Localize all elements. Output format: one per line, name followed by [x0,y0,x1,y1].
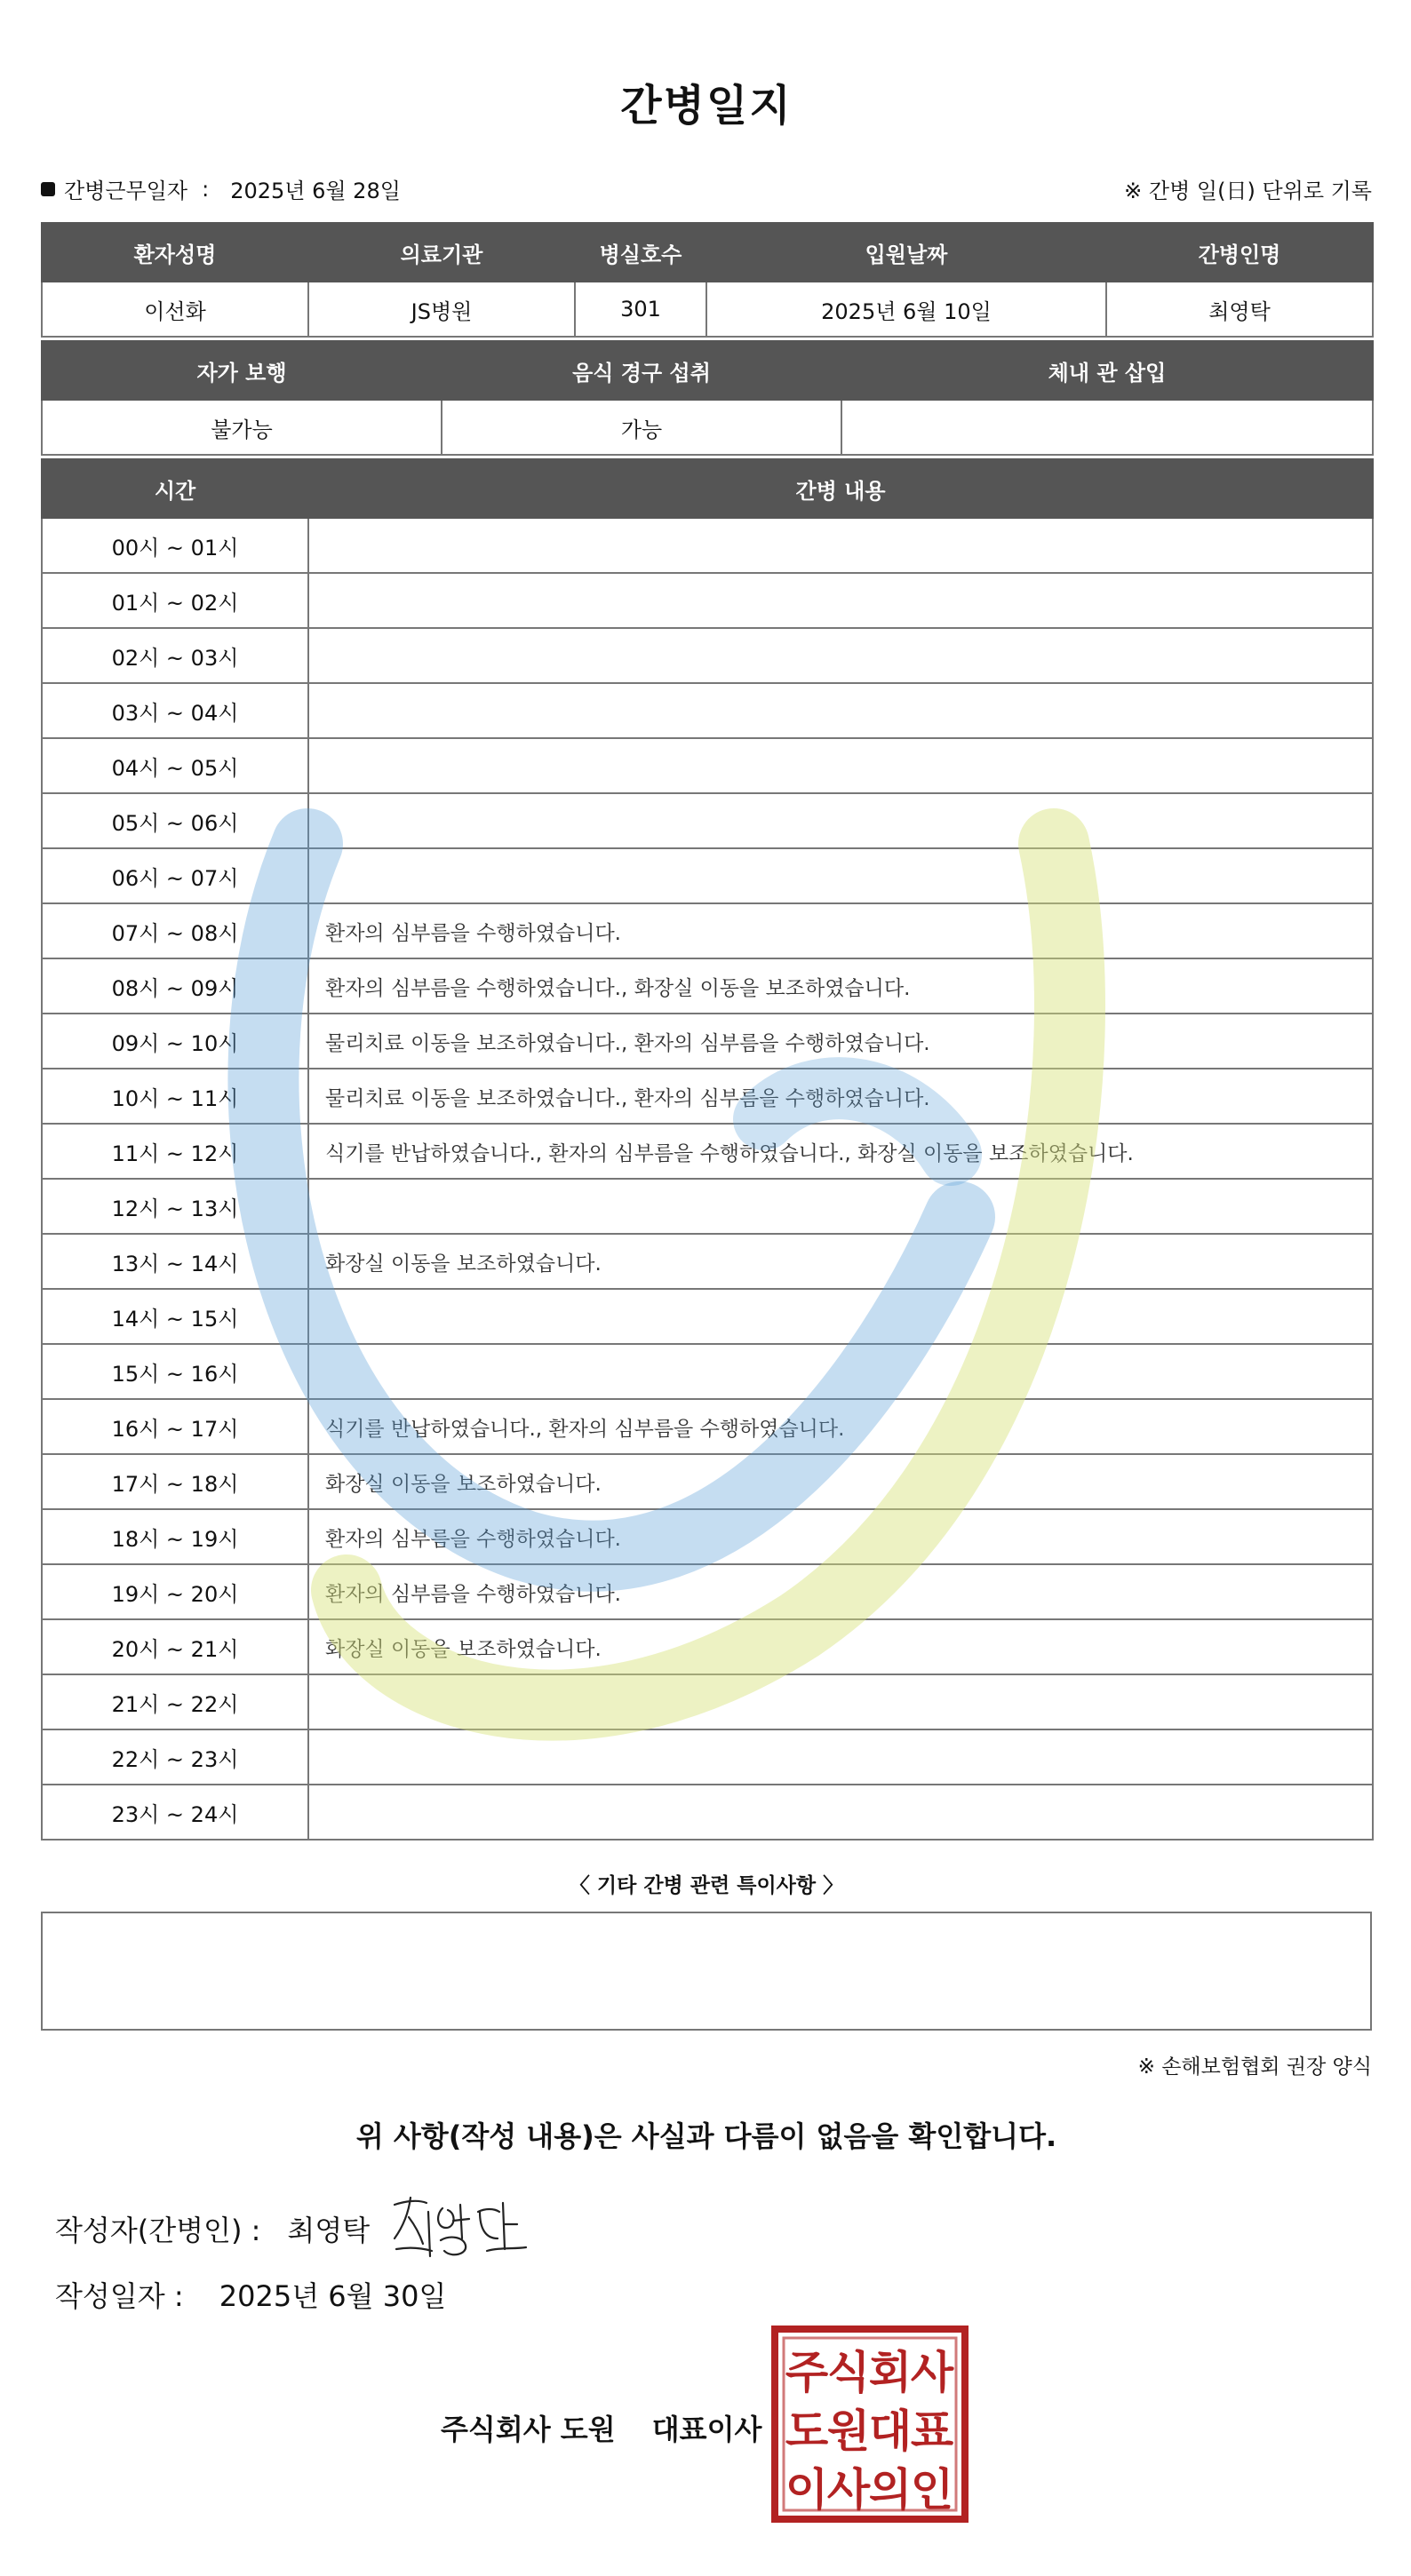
table-row [42,518,1373,573]
table-row [42,1399,1373,1454]
admission-date-value: 2025년 6월 10일 [706,282,1106,337]
care-log-header-row [42,459,1373,518]
header-caregiver-name: 간병인명 [1106,223,1373,282]
time-slot: 15시 ~ 16시 [42,1344,308,1399]
care-content: 환자의 심부름을 수행하였습니다. [308,1564,1373,1619]
room-number-value: 301 [575,282,706,337]
time-slot: 04시 ~ 05시 [42,738,308,793]
header-hospital: 의료기관 [308,223,575,282]
seal-char: 대 [868,2405,913,2457]
recommend-note: ※ 손해보험협회 권장 양식 [1137,2055,1372,2079]
table-row [42,1729,1373,1785]
care-content [308,1344,1373,1399]
care-content: 환자의 심부름을 수행하였습니다. [308,1509,1373,1564]
care-content: 식기를 반납하였습니다., 환자의 심부름을 수행하였습니다., 화장실 이동을 보조하였습니다. [308,1124,1373,1179]
time-slot: 00시 ~ 01시 [42,518,308,573]
table-row [42,1564,1373,1619]
care-content [308,683,1373,738]
care-content: 화장실 이동을 보조하였습니다. [308,1619,1373,1674]
table-row [42,1454,1373,1509]
care-content [308,518,1373,573]
header-tube-insertion: 체내 관 삽입 [841,341,1373,400]
header-oral-intake: 음식 경구 섭취 [442,341,841,400]
patient-status-value-row [42,400,1373,455]
care-log-body [42,518,1373,1840]
work-date-label: 간병근무일자 [64,179,188,203]
table-row [42,958,1373,1014]
caregiver-name-value: 최영탁 [1106,282,1373,337]
patient-info-table [41,222,1374,338]
care-content: 환자의 심부름을 수행하였습니다., 화장실 이동을 보조하였습니다. [308,958,1373,1014]
remarks-box [41,1912,1372,2031]
time-slot: 02시 ~ 03시 [42,628,308,683]
time-slot: 12시 ~ 13시 [42,1179,308,1234]
care-content: 물리치료 이동을 보조하였습니다., 환자의 심부름을 수행하였습니다. [308,1014,1373,1069]
patient-info-header-row [42,223,1373,282]
table-row [42,1785,1373,1840]
time-slot: 21시 ~ 22시 [42,1674,308,1729]
seal-char: 도 [785,2405,829,2457]
document-title: 간병일지 [620,81,793,131]
patient-status-table [41,340,1374,456]
table-row [42,683,1373,738]
seal-char: 사 [910,2347,954,2398]
time-slot: 17시 ~ 18시 [42,1454,308,1509]
header-self-walking: 자가 보행 [42,341,442,400]
hospital-value: JS병원 [308,282,575,337]
work-date-value: 2025년 6월 28일 [230,179,401,203]
table-row [42,848,1373,903]
written-date-row [55,2274,446,2315]
time-slot: 06시 ~ 07시 [42,848,308,903]
remarks-title: 〈 기타 간병 관련 특이사항 〉 [569,1874,844,1897]
time-slot: 11시 ~ 12시 [42,1124,308,1179]
company-row [441,2407,761,2448]
seal-char: 식 [826,2347,871,2398]
confirmation-statement: 위 사항(작성 내용)은 사실과 다름이 없음을 확인합니다. [355,2119,1057,2153]
table-row [42,573,1373,628]
company-name: 주식회사 도원 [441,2413,616,2446]
bullet-icon [41,182,55,196]
time-slot: 01시 ~ 02시 [42,573,308,628]
time-slot: 14시 ~ 15시 [42,1289,308,1344]
time-slot: 16시 ~ 17시 [42,1399,308,1454]
care-content: 화장실 이동을 보조하였습니다. [308,1234,1373,1289]
table-row [42,1509,1373,1564]
table-row [42,1344,1373,1399]
patient-status-header-row [42,341,1373,400]
oral-intake-value: 가능 [442,400,841,455]
writer-name: 최영탁 [287,2214,371,2247]
company-seal-stamp [771,2326,969,2523]
table-row [42,1124,1373,1179]
table-row [42,1179,1373,1234]
seal-char: 주 [785,2347,829,2398]
patient-name-value: 이선화 [42,282,308,337]
time-slot: 23시 ~ 24시 [42,1785,308,1840]
table-row [42,793,1373,848]
header-care-content: 간병 내용 [308,459,1373,518]
table-row [42,628,1373,683]
time-slot: 20시 ~ 21시 [42,1619,308,1674]
work-date-separator: : [202,176,210,202]
time-slot: 03시 ~ 04시 [42,683,308,738]
time-slot: 13시 ~ 14시 [42,1234,308,1289]
care-content [308,848,1373,903]
time-slot: 08시 ~ 09시 [42,958,308,1014]
seal-char: 원 [826,2405,871,2457]
care-content [308,628,1373,683]
time-slot: 09시 ~ 10시 [42,1014,308,1069]
seal-char: 인 [910,2464,954,2516]
care-content [308,793,1373,848]
table-row [42,1069,1373,1124]
seal-char: 사 [826,2464,871,2516]
care-content [308,1785,1373,1840]
writer-label: 작성자(간병인) : [55,2214,261,2247]
care-log-document [41,0,1372,2576]
table-row [42,1234,1373,1289]
written-date-label: 작성일자 : [55,2279,184,2313]
header-admission-date: 입원날짜 [706,223,1106,282]
care-content [308,1674,1373,1729]
seal-char: 이 [785,2464,829,2516]
representative-title: 대표이사 [651,2413,762,2446]
header-time: 시간 [42,459,308,518]
header-room-number: 병실호수 [575,223,706,282]
meta-row [41,173,1372,209]
time-slot: 19시 ~ 20시 [42,1564,308,1619]
care-content: 물리치료 이동을 보조하였습니다., 환자의 심부름을 수행하였습니다. [308,1069,1373,1124]
seal-char: 회 [868,2347,913,2398]
time-slot: 10시 ~ 11시 [42,1069,308,1124]
time-slot: 07시 ~ 08시 [42,903,308,958]
self-walking-value: 불가능 [42,400,442,455]
work-date [41,173,401,204]
table-row [42,1674,1373,1729]
care-content [308,573,1373,628]
seal-char: 의 [868,2464,913,2516]
seal-char: 표 [910,2405,954,2457]
table-row [42,1619,1373,1674]
tube-insertion-value [841,400,1373,455]
care-log-table [41,458,1374,1841]
header-patient-name: 환자성명 [42,223,308,282]
care-content [308,1729,1373,1785]
table-row [42,738,1373,793]
time-slot: 18시 ~ 19시 [42,1509,308,1564]
table-row [42,1289,1373,1344]
table-row [42,1014,1373,1069]
table-row [42,903,1373,958]
care-content [308,738,1373,793]
written-date-value: 2025년 6월 30일 [219,2279,447,2313]
care-content: 환자의 심부름을 수행하였습니다. [308,903,1373,958]
care-content: 화장실 이동을 보조하였습니다. [308,1454,1373,1509]
handwritten-signature [387,2185,530,2265]
unit-note: ※ 간병 일(日) 단위로 기록 [1124,179,1372,203]
time-slot: 22시 ~ 23시 [42,1729,308,1785]
care-content: 식기를 반납하였습니다., 환자의 심부름을 수행하였습니다. [308,1399,1373,1454]
writer-row [55,2208,370,2249]
care-content [308,1179,1373,1234]
patient-info-value-row [42,282,1373,337]
time-slot: 05시 ~ 06시 [42,793,308,848]
care-content [308,1289,1373,1344]
